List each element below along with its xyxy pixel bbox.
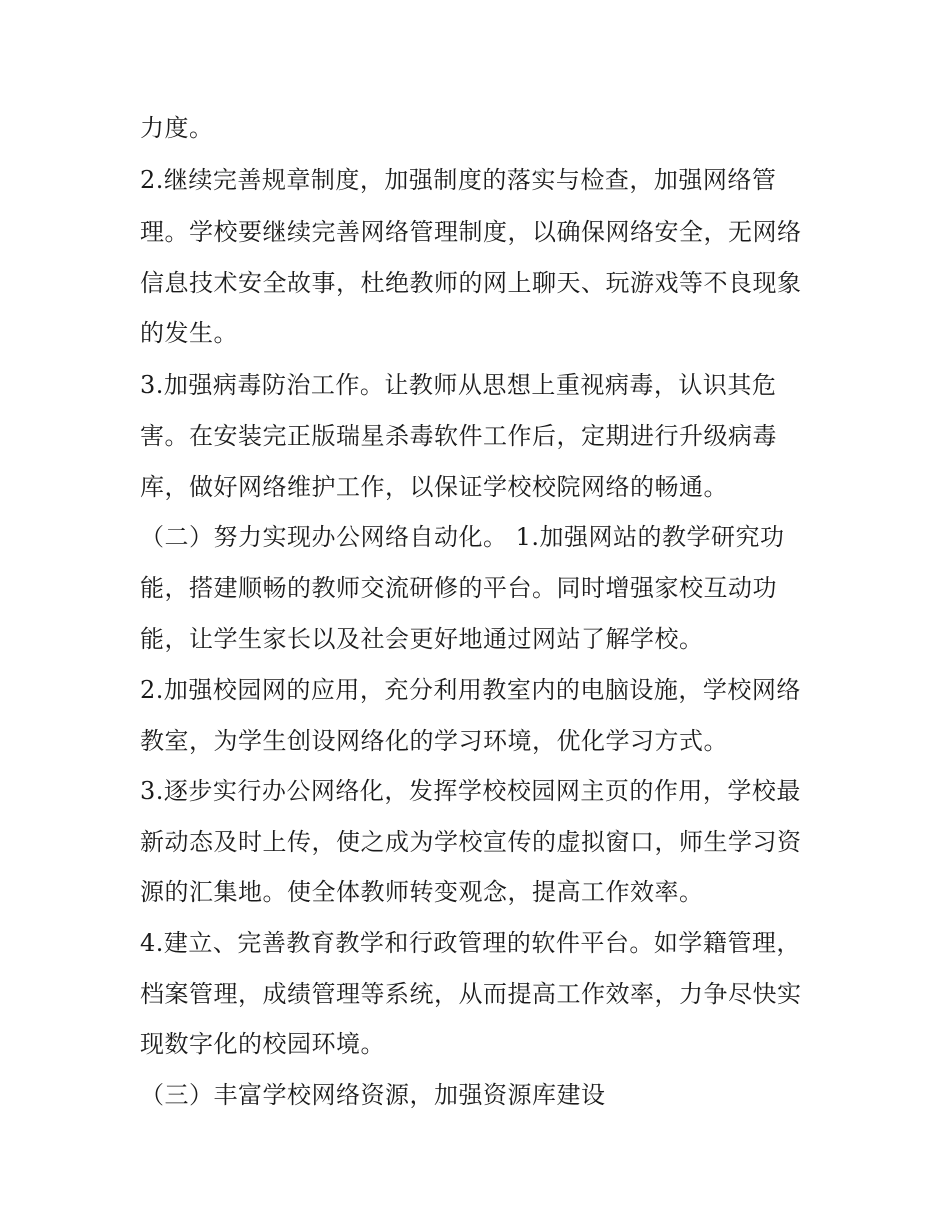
text-line: 档案管理，成绩管理等系统，从而提高工作效率，力争尽快实 xyxy=(140,980,802,1008)
text-line: 害。在安装完正版瑞星杀毒软件工作后，定期进行升级病毒 xyxy=(140,422,777,450)
text-line: 3.加强病毒防治工作。让教师从思想上重视病毒，认识其危 xyxy=(140,371,777,399)
text-line: 现数字化的校园环境。 xyxy=(140,1030,385,1058)
text-line: 理。学校要继续完善网络管理制度，以确保网络安全，无网络 xyxy=(140,218,802,246)
text-line: 信息技术安全故事，杜绝教师的网上聊天、玩游戏等不良现象 xyxy=(140,269,802,297)
text-line: 新动态及时上传，使之成为学校宣传的虚拟窗口，师生学习资 xyxy=(140,828,802,856)
text-line: 的发生。 xyxy=(140,319,238,347)
text-line: 教室，为学生创设网络化的学习环境，优化学习方式。 xyxy=(140,727,728,755)
text-line: 力度。 xyxy=(140,114,214,142)
section-heading: （三）丰富学校网络资源，加强资源库建设 xyxy=(140,1081,606,1109)
text-line: （二）努力实现办公网络自动化。 1.加强网站的教学研究功 xyxy=(140,523,785,551)
text-line: 2.加强校园网的应用，充分利用教室内的电脑设施，学校网络 xyxy=(140,676,801,704)
text-line: 源的汇集地。使全体教师转变观念，提高工作效率。 xyxy=(140,878,704,906)
text-line: 库，做好网络维护工作，以保证学校校院网络的畅通。 xyxy=(140,473,728,501)
text-line: 能，搭建顺畅的教师交流研修的平台。同时增强家校互动功 xyxy=(140,574,777,602)
text-line: 2.继续完善规章制度，加强制度的落实与检查，加强网络管 xyxy=(140,166,777,194)
text-line: 能，让学生家长以及社会更好地通过网站了解学校。 xyxy=(140,625,704,653)
text-line: 3.逐步实行办公网络化，发挥学校校园网主页的作用，学校最 xyxy=(140,777,801,805)
text-line: 4.建立、完善教育教学和行政管理的软件平台。如学籍管理， xyxy=(140,929,801,957)
